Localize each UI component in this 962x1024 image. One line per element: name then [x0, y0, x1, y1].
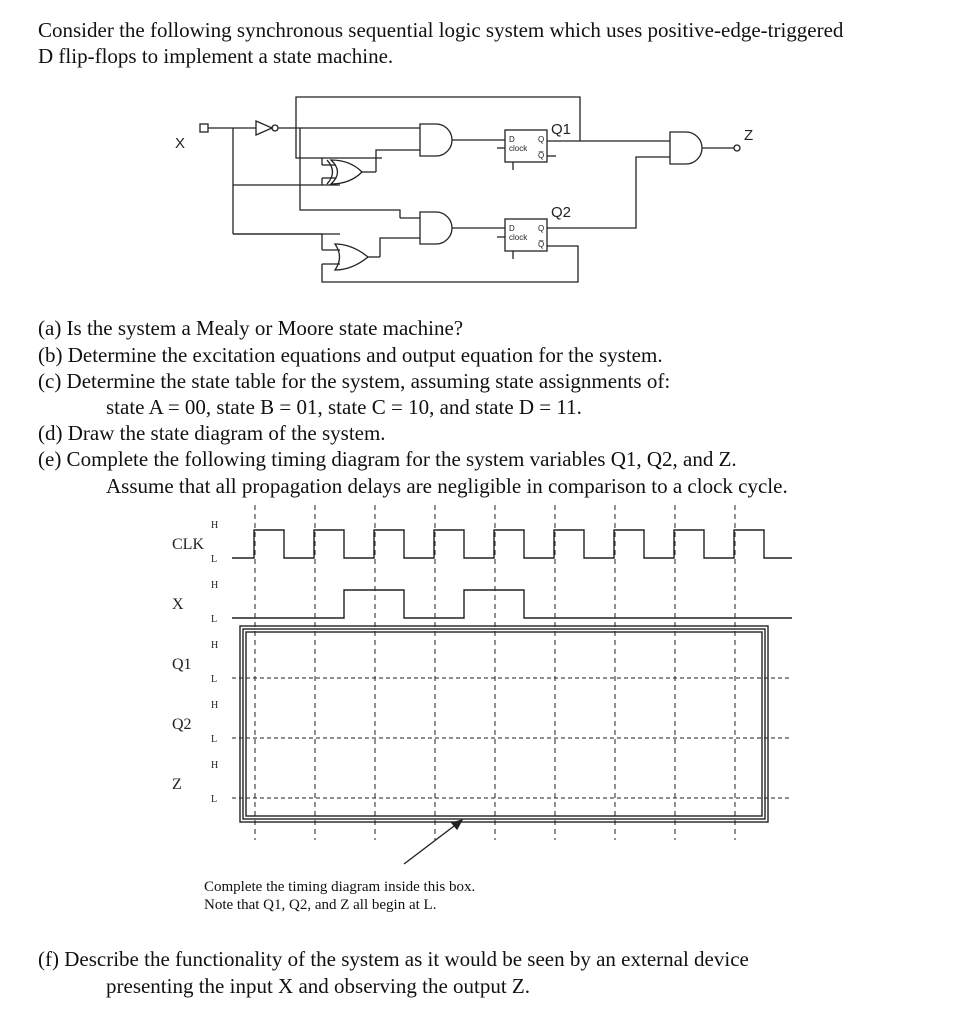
low-level-label: L: [211, 554, 218, 565]
question-c: (c) Determine the state table for the system, assuming state assignments of:: [38, 369, 671, 393]
high-level-label: H: [211, 580, 219, 591]
answer-box-border: [243, 629, 765, 819]
q1-label: Q1: [551, 121, 572, 138]
input-label: X: [175, 135, 186, 152]
high-level-label: H: [211, 760, 219, 771]
question-a: (a) Is the system a Mealy or Moore state machine?: [38, 316, 464, 340]
question-d: (d) Draw the state diagram of the system.: [38, 421, 386, 445]
signal-label-clk: CLK: [172, 536, 204, 553]
signal-label-q2: Q2: [172, 716, 192, 733]
timing-note-1: Complete the timing diagram inside this box.: [204, 879, 476, 895]
timing-note-2: Note that Q1, Q2, and Z all begin at L.: [204, 897, 437, 913]
ff1-qbar-label: Q̅: [538, 151, 545, 160]
ff2-d-label: D: [509, 224, 515, 233]
note-arrow: [404, 820, 462, 864]
low-level-label: L: [211, 614, 218, 625]
intro-line-1: Consider the following synchronous sequential logic system which uses positive-edge-triggered: [38, 18, 844, 42]
output-label: Z: [744, 127, 754, 144]
ff1-clock-label: clock: [509, 144, 528, 153]
ff1-d-label: D: [509, 135, 515, 144]
low-level-label: L: [211, 674, 218, 685]
question-e-assumption: Assume that all propagation delays are negligible in comparison to a clock cycle.: [106, 474, 788, 498]
high-level-label: H: [211, 640, 219, 651]
ff2-clock-label: clock: [509, 233, 528, 242]
answer-box-border: [246, 632, 762, 816]
question-f-continued: presenting the input X and observing the output Z.: [106, 974, 531, 998]
high-level-label: H: [211, 700, 219, 711]
answer-box-border: [240, 626, 768, 822]
ff2-qbar-label: Q̅: [538, 240, 545, 249]
signal-label-z: Z: [172, 776, 182, 793]
ff1-q-label: Q: [538, 135, 545, 144]
clk-waveform: [232, 530, 792, 558]
low-level-label: L: [211, 734, 218, 745]
low-level-label: L: [211, 794, 218, 805]
question-e: (e) Complete the following timing diagram for the system variables Q1, Q2, and Z.: [38, 447, 737, 471]
question-f: (f) Describe the functionality of the system as it would be seen by an external device: [38, 947, 749, 971]
intro-line-2: D flip-flops to implement a state machine.: [38, 44, 394, 68]
signal-label-q1: Q1: [172, 656, 192, 673]
high-level-label: H: [211, 520, 219, 531]
signal-label-x: X: [172, 596, 184, 613]
question-b: (b) Determine the excitation equations and output equation for the system.: [38, 343, 663, 367]
x-waveform: [232, 590, 792, 618]
q2-label: Q2: [551, 204, 572, 221]
question-c-assignments: state A = 00, state B = 01, state C = 10, and state D = 11.: [106, 395, 582, 419]
ff2-q-label: Q: [538, 224, 545, 233]
